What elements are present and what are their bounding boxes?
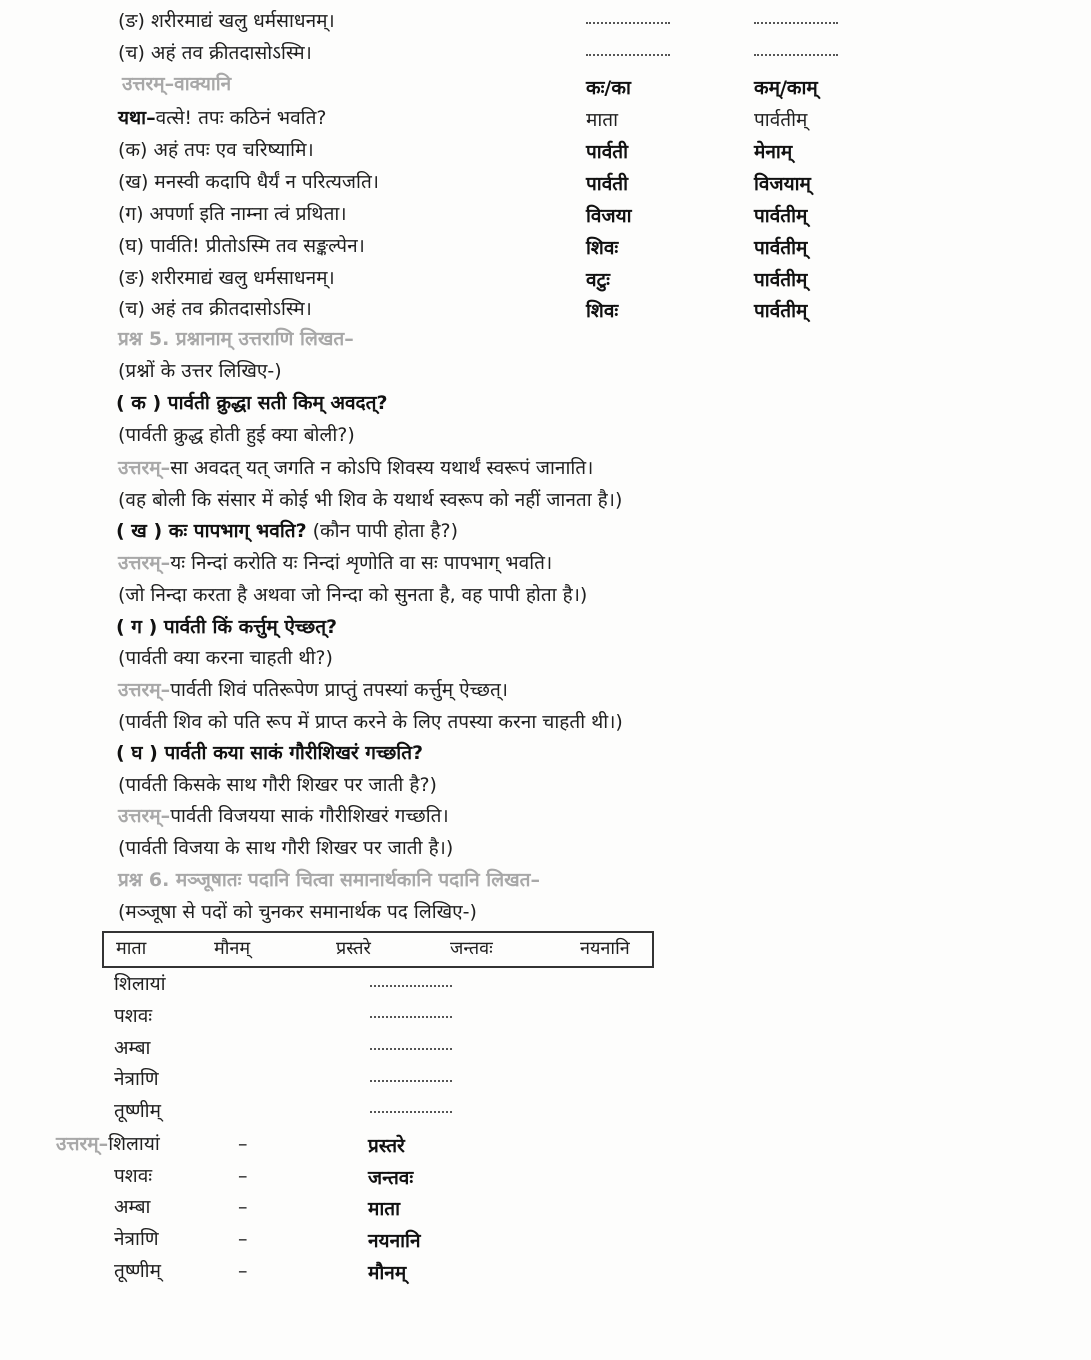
answer-label: उत्तरम्– bbox=[56, 1133, 109, 1155]
speaker: शिवः bbox=[586, 300, 619, 322]
listener: विजयाम् bbox=[754, 173, 811, 195]
box-word: जन्तवः bbox=[450, 938, 493, 959]
question-heading: प्रश्न 6. मञ्जूषातः पदानि चित्वा समानार्थकानि पदानि लिखत– bbox=[118, 869, 540, 891]
listener: मेनाम् bbox=[754, 141, 793, 163]
blank-line bbox=[370, 1080, 452, 1082]
listener: पार्वतीम् bbox=[754, 300, 808, 322]
box-word: मौनम् bbox=[214, 938, 251, 959]
box-word: माता bbox=[116, 938, 147, 959]
speaker: पार्वती bbox=[586, 141, 629, 163]
answer-translation: (पार्वती विजया के साथ गौरी शिखर पर जाती है।) bbox=[118, 837, 454, 859]
answer-translation: (जो निन्दा करता है अथवा जो निन्दा को सुनता है, वह पापी होता है।) bbox=[118, 584, 588, 606]
synonym: जन्तवः bbox=[368, 1167, 414, 1189]
answer: उत्तरम्–पार्वती शिवं पतिरूपेण प्राप्तुं तपस्यां कर्त्तुम् ऐच्छत्। bbox=[118, 679, 508, 701]
dash: – bbox=[238, 1260, 248, 1282]
listener: पार्वतीम् bbox=[754, 269, 808, 291]
column-header-speaker: कः/का bbox=[586, 77, 631, 99]
speaker: शिवः bbox=[586, 237, 619, 259]
blank-line bbox=[754, 54, 838, 56]
blank-line bbox=[370, 985, 452, 987]
question: ( ग ) पार्वती किं कर्त्तुम् ऐच्छत्? bbox=[116, 616, 338, 638]
synonym: प्रस्तरे bbox=[368, 1135, 405, 1157]
dash: – bbox=[238, 1228, 248, 1250]
word: शिलायां bbox=[114, 973, 166, 995]
question-translation: (पार्वती किसके साथ गौरी शिखर पर जाती है?) bbox=[118, 774, 437, 796]
answer-label: उत्तरम्– bbox=[118, 679, 171, 701]
speaker: पार्वती bbox=[586, 173, 629, 195]
question-subheading: (प्रश्नों के उत्तर लिखिए-) bbox=[118, 360, 282, 382]
box-word: प्रस्तरे bbox=[336, 938, 371, 959]
listener: पार्वतीम् bbox=[754, 237, 808, 259]
question-translation: (पार्वती क्या करना चाहती थी?) bbox=[118, 647, 333, 669]
synonym: माता bbox=[368, 1198, 401, 1220]
listener: पार्वतीम् bbox=[754, 205, 808, 227]
exercise-item: (च) अहं तव क्रीतदासोऽस्मि। bbox=[118, 42, 312, 64]
dash: – bbox=[238, 1133, 248, 1155]
exercise-item: (ङ) शरीरमाद्यं खलु धर्मसाधनम्। bbox=[118, 10, 335, 32]
example-sentence: यथा–वत्से! तपः कठिनं भवति? bbox=[118, 107, 327, 129]
sentence: (ख) मनस्वी कदापि धैर्यं न परित्यजति। bbox=[118, 171, 379, 193]
answer-label: उत्तरम्– bbox=[118, 457, 171, 479]
word: अम्बा bbox=[114, 1037, 151, 1059]
sentence: (घ) पार्वति! प्रीतोऽस्मि तव सङ्कल्पेन। bbox=[118, 235, 365, 257]
sentence: (ग) अपर्णा इति नाम्ना त्वं प्रथिता। bbox=[118, 203, 347, 225]
speaker: वटुः bbox=[586, 269, 610, 291]
answer: उत्तरम्–सा अवदत् यत् जगति न कोऽपि शिवस्य यथार्थं स्वरूपं जानाति। bbox=[118, 457, 594, 479]
blank-line bbox=[586, 22, 670, 24]
column-header-listener: कम्/काम् bbox=[754, 77, 818, 99]
synonym: मौनम् bbox=[368, 1262, 407, 1284]
answer-word: नेत्राणि bbox=[114, 1228, 159, 1250]
blank-line bbox=[754, 22, 838, 24]
speaker: विजया bbox=[586, 205, 632, 227]
word: नेत्राणि bbox=[114, 1068, 159, 1090]
blank-line bbox=[370, 1111, 452, 1113]
answer-label: उत्तरम्– bbox=[118, 805, 171, 827]
synonym: नयनानि bbox=[368, 1230, 421, 1252]
answer-label: उत्तरम्– bbox=[118, 552, 171, 574]
answer-translation: (वह बोली कि संसार में कोई भी शिव के यथार्थ स्वरूप को नहीं जानता है।) bbox=[118, 489, 623, 511]
question-heading: प्रश्न 5. प्रश्नानाम् उत्तराणि लिखत– bbox=[118, 328, 354, 350]
answer-word: अम्बा bbox=[114, 1196, 151, 1218]
sentence: (क) अहं तपः एव चरिष्यामि। bbox=[118, 139, 314, 161]
question-translation: (पार्वती क्रुद्ध होती हुई क्या बोली?) bbox=[118, 424, 355, 446]
answer-word: पशवः bbox=[114, 1165, 153, 1187]
listener: पार्वतीम् bbox=[754, 109, 808, 131]
answer-translation: (पार्वती शिव को पति रूप में प्राप्त करने के लिए तपस्या करना चाहती थी।) bbox=[118, 711, 623, 733]
speaker: माता bbox=[586, 109, 619, 131]
answer: उत्तरम्–यः निन्दां करोति यः निन्दां शृणोति वा सः पापभाग् भवति। bbox=[118, 552, 553, 574]
dash: – bbox=[238, 1165, 248, 1187]
blank-line bbox=[586, 54, 670, 56]
sentence: (च) अहं तव क्रीतदासोऽस्मि। bbox=[118, 298, 312, 320]
answer: उत्तरम्–पार्वती विजयया साकं गौरीशिखरं गच्छति। bbox=[118, 805, 449, 827]
answer-row: उत्तरम्–शिलायां bbox=[56, 1133, 160, 1155]
question: ( घ ) पार्वती कया साकं गौरीशिखरं गच्छति? bbox=[116, 742, 424, 764]
question-subheading: (मञ्जूषा से पदों को चुनकर समानार्थक पद लिखिए-) bbox=[118, 901, 477, 923]
answer-word: तूष्णीम् bbox=[114, 1260, 161, 1282]
blank-line bbox=[370, 1048, 452, 1050]
word: पशवः bbox=[114, 1005, 153, 1027]
word: तूष्णीम् bbox=[114, 1100, 161, 1122]
answer-heading: उत्तरम्–वाक्यानि bbox=[122, 73, 232, 95]
sentence: (ङ) शरीरमाद्यं खलु धर्मसाधनम्। bbox=[118, 267, 335, 289]
dash: – bbox=[238, 1196, 248, 1218]
example-label: यथा– bbox=[118, 107, 156, 129]
question: ( क ) पार्वती क्रुद्धा सती किम् अवदत्? bbox=[116, 392, 388, 414]
box-word: नयनानि bbox=[580, 938, 630, 959]
blank-line bbox=[370, 1016, 452, 1018]
word-box bbox=[102, 931, 654, 968]
question: ( ख ) कः पापभाग् भवति? (कौन पापी होता है?) bbox=[116, 520, 459, 542]
